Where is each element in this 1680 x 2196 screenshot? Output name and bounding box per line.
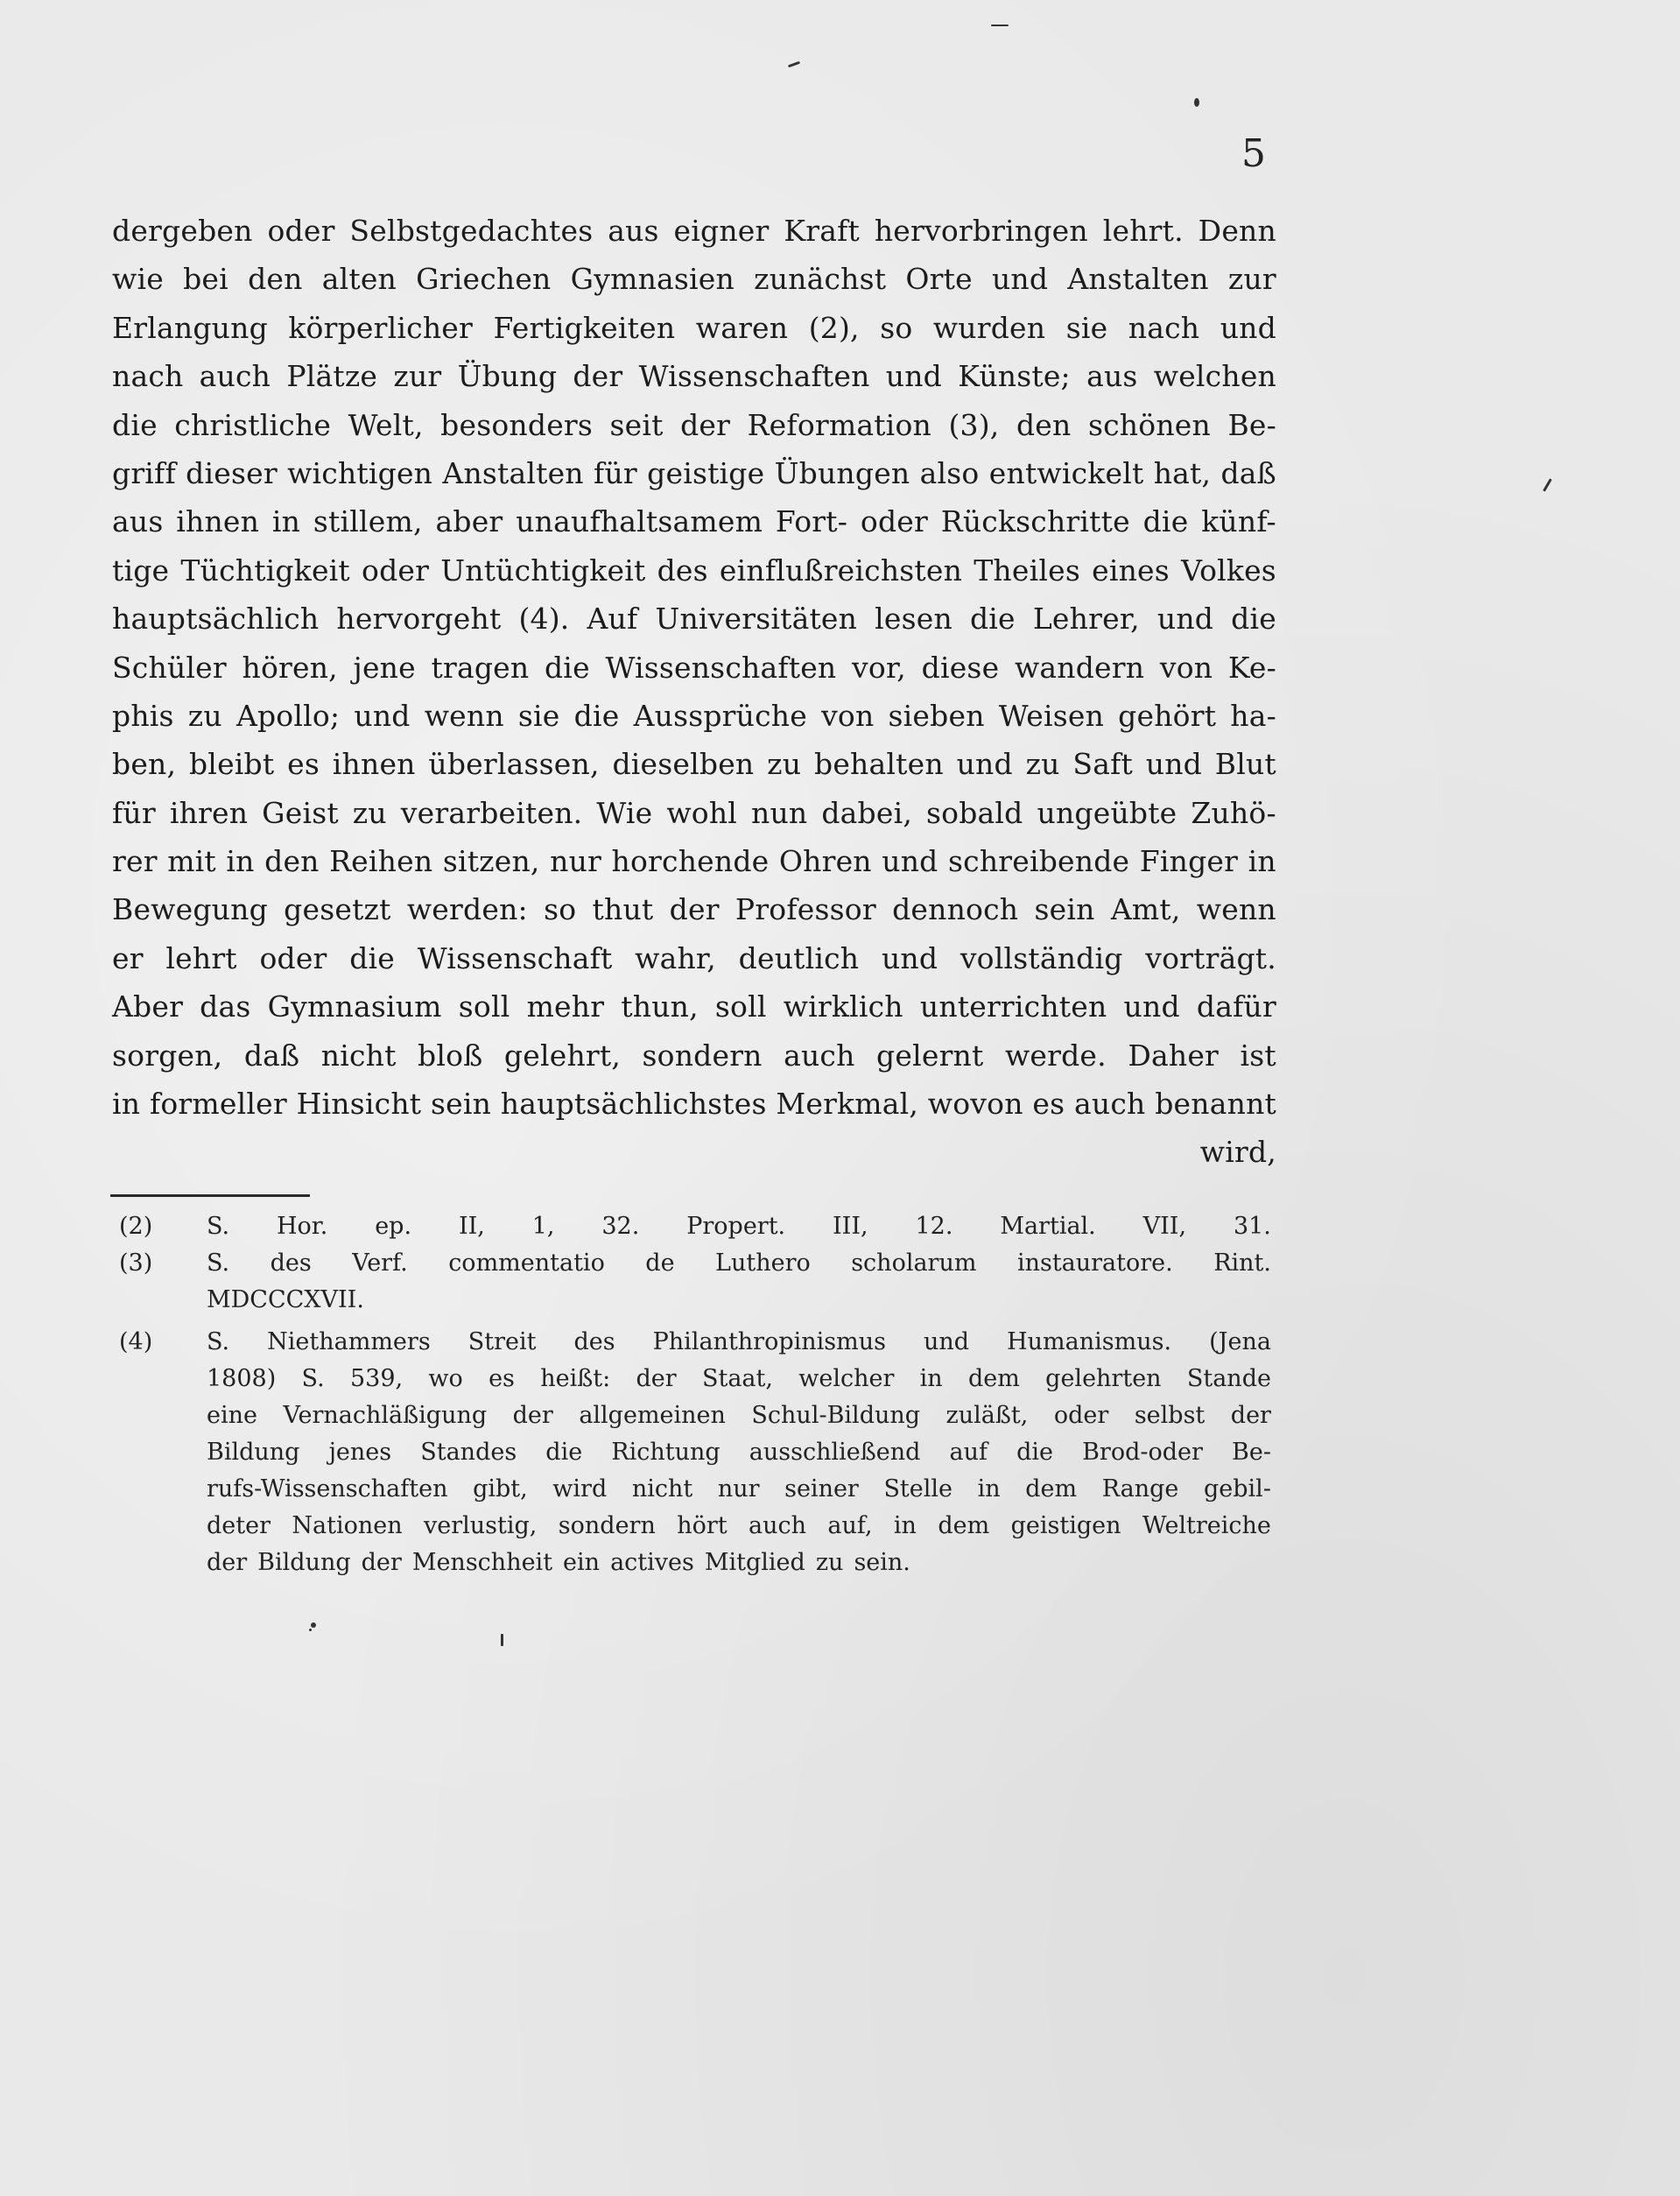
text-line: rer mit in den Reihen sitzen, nur horchende Ohren und schreibende Finger in <box>112 844 1276 879</box>
scan-speck <box>1194 98 1199 107</box>
text-line: griff dieser wichtigen Anstalten für geistige Übungen also entwickelt hat, daß <box>112 455 1276 490</box>
text-line: tige Tüchtigkeit oder Untüchtigkeit des einflußreichsten Theiles eines Volkes <box>112 553 1276 588</box>
footnote-line: eine Vernachläßigung der allgemeinen Schul-Bildung zuläßt, oder selbst der <box>207 1402 1271 1429</box>
footnote-line: S. des Verf. commentatio de Luthero scholarum instauratore. Rint. <box>207 1249 1271 1277</box>
text-line: für ihren Geist zu verarbeiten. Wie wohl nun dabei, sobald ungeübte Zuhö- <box>112 795 1276 830</box>
text-line: die christliche Welt, besonders seit der Reformation (3), den schönen Be- <box>112 407 1276 442</box>
text-line: wie bei den alten Griechen Gymnasien zunächst Orte und Anstalten zur <box>112 262 1276 297</box>
text-line: in formeller Hinsicht sein hauptsächlichstes Merkmal, wovon es auch benannt <box>112 1087 1276 1122</box>
footnote-mark: (2) <box>119 1213 153 1240</box>
scan-speck <box>991 25 1009 26</box>
scan-speck <box>311 1622 316 1628</box>
text-line: aus ihnen in stillem, aber unaufhaltsamem Fort- oder Rückschritte die künf- <box>112 504 1276 539</box>
footnote-line: Bildung jenes Standes die Richtung ausschließend auf die Brod-oder Be- <box>207 1439 1271 1466</box>
footnote-line: S. Niethammers Streit des Philanthropinismus und Humanismus. (Jena <box>207 1328 1271 1355</box>
scan-speck <box>309 1629 312 1631</box>
footnote-line: der Bildung der Menschheit ein actives Mitglied zu sein. <box>207 1549 910 1576</box>
scan-speck <box>501 1634 503 1646</box>
footnote <box>119 1245 1271 1319</box>
footnote-line: MDCCCXVII. <box>207 1286 364 1313</box>
text-line: Aber das Gymnasium soll mehr thun, soll wirklich unterrichten und dafür <box>112 989 1276 1024</box>
footnote-separator-rule <box>110 1194 310 1197</box>
footnote-line: rufs-Wissenschaften gibt, wird nicht nur seiner Stelle in dem Range gebil- <box>207 1475 1271 1503</box>
footnote-line: S. Hor. ep. II, 1, 32. Propert. III, 12. Martial. VII, 31. <box>207 1213 1271 1240</box>
footnote-mark: (3) <box>119 1249 153 1277</box>
footnote-line: deter Nationen verlustig, sondern hört auch auf, in dem geistigen Weltreiche <box>207 1512 1271 1539</box>
text-line: Erlangung körperlicher Fertigkeiten waren (2), so wurden sie nach und <box>112 310 1276 345</box>
text-line: ben, bleibt es ihnen überlassen, dieselben zu behalten und zu Saft und Blut <box>112 747 1276 782</box>
text-line: Schüler hören, jene tragen die Wissenschaften vor, diese wandern von Ke- <box>112 650 1276 685</box>
text-line: nach auch Plätze zur Übung der Wissenschaften und Künste; aus welchen <box>112 359 1276 394</box>
text-line: phis zu Apollo; und wenn sie die Aussprüche von sieben Weisen gehört ha- <box>112 698 1276 733</box>
text-line: Bewegung gesetzt werden: so thut der Professor dennoch sein Amt, wenn <box>112 892 1276 927</box>
text-line: hauptsächlich hervorgeht (4). Auf Universitäten lesen die Lehrer, und die <box>112 602 1276 637</box>
text-line: sorgen, daß nicht bloß gelehrt, sondern auch gelernt werde. Daher ist <box>112 1038 1276 1073</box>
scan-speck <box>1543 478 1552 491</box>
text-line: er lehrt oder die Wissenschaft wahr, deutlich und vollständig vorträgt. <box>112 940 1276 975</box>
catchword: wird, <box>1199 1135 1276 1170</box>
footnotes-block <box>119 1208 1271 1581</box>
main-text-block <box>112 207 1276 1177</box>
scan-speck <box>788 61 800 68</box>
footnote <box>119 1208 1271 1245</box>
page-number: 5 <box>1241 131 1266 176</box>
footnote-line: 1808) S. 539, wo es heißt: der Staat, welcher in dem gelehrten Stande <box>207 1365 1271 1392</box>
text-line: dergeben oder Selbstgedachtes aus eigner Kraft hervorbringen lehrt. Denn <box>112 214 1276 248</box>
footnote-mark: (4) <box>119 1328 153 1355</box>
footnote <box>119 1324 1271 1581</box>
